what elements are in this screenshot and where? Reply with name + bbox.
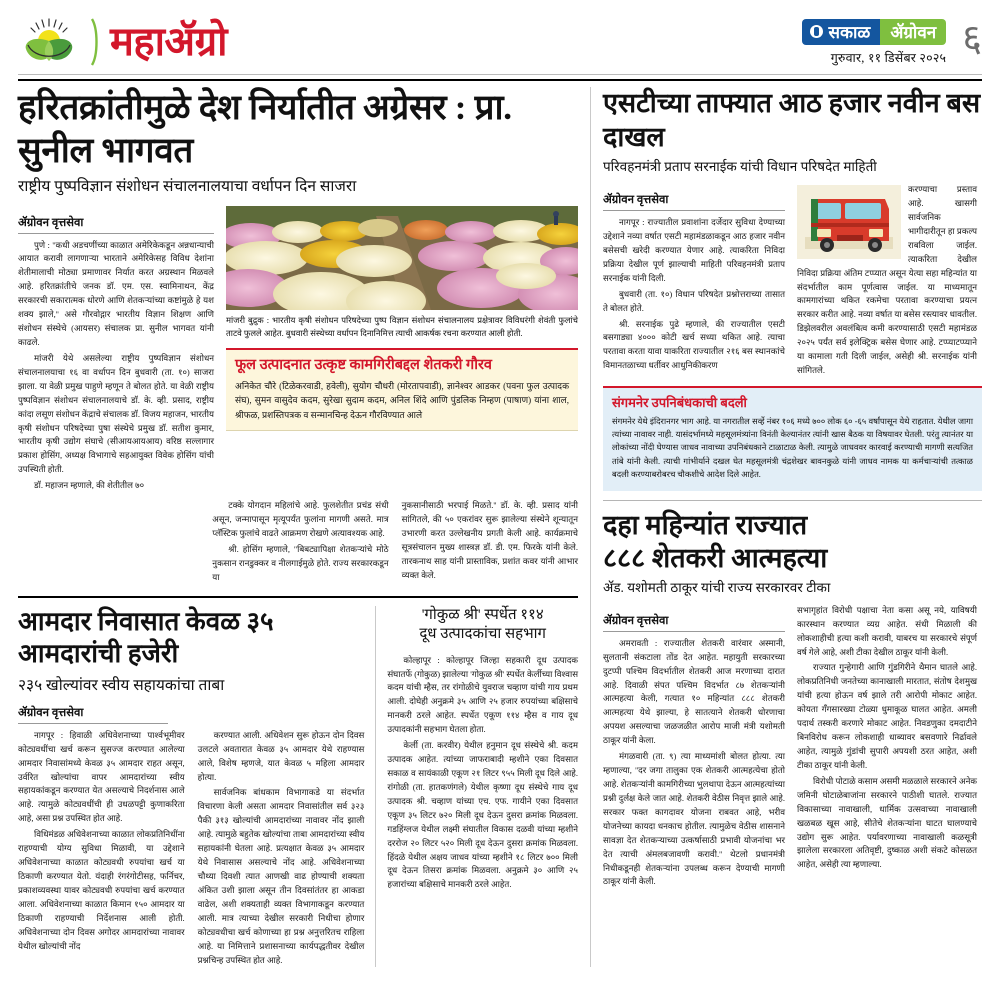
page-content [18,87,982,967]
mla-subhead: २३५ खोल्यांवर स्वीय सहायकांचा ताबा [18,676,225,694]
bus-subhead: परिवहनमंत्री प्रताप सरनाईक यांची विधान परिषदेत माहिती [603,158,877,174]
bottom-left-section [18,606,578,968]
paragraph: नागपूर : हिवाळी अधिवेशनाच्या पार्श्वभूमीवर कोट्यवधींचा खर्च करून सुसज्ज करण्यात आलेल्या आमदार निवासांमध्ये केवळ ३५ आमदार राहत असून, उर्वरित खोल्यांचा वापर आमदारांच्या स्वीय सहायकांकडून करण्यात येत असल्याचे निदर्शनास आले आहे. त्यामुळे कोट्यवधींची ही उधळपट्टी कुणाकरिता आहे, असा प्रश्न उपस्थित होत आहे. [18,729,185,824]
sakal-agrowon-logo [802,19,946,66]
gokul-headline-line2: दूध उत्पादकांचा सहभाग [419,626,547,643]
paragraph: अमरावती : राज्यातील शेतकरी वारंवार अस्मानी, सुलतानी संकटाला तोंड देत आहेत. महायुती सरकारच्या दुटप्पी पश्चिम विदर्भातील शेतकरी आज मरणाच्या दारात आहे. दिवाळी संपत पश्चिम विदर्भात ८७ शेतकऱ्यांनी आत्महत्या केली, गत्यात १० महिन्यांत ८८८ शेतकरी आत्महत्या येथे झाल्या, हे सातत्याने शेतकरी धोरणाचा अपयश असल्याचा जळजळीत आरोप माजी मंत्री यशोमती ठाकूर यांनी केला. [603,637,785,746]
suicide-headline-line1: दहा महिन्यांत राज्यात [603,509,808,540]
red-bus-photo [797,185,901,259]
photo-caption: मांजरी बुद्रुक : भारतीय कृषी संशोधन परिषदेच्या पुष्प विज्ञान संशोधन संचालनालय प्रक्षेत्रावर विविधरंगी शेवंती फुलांचे ताटवे फुलले आहेत. बुधवारी संस्थेच्या वर्धापन दिनानिमित्त त्याची आकर्षक रचना करण्यात आली होती. [226,315,578,338]
lead-byline: ॲग्रोवन वृत्तसेवा [18,216,84,229]
paragraph: सभागृहांत विरोधी पक्षाचा नेता कसा असू नये, याविषयी कारस्थान करण्यात व्यग्र आहेत. संधी मिळाली की लोकशाहीची हत्या कशी करावी, याबरच या सरकारचे संपूर्ण वर्ष गेले आहे, अशी टीका देखील ठाकूर यांनी केली. [797,604,977,657]
mla-article [18,606,375,968]
lead-continuation [18,499,578,587]
gokul-body [387,654,578,893]
section-divider [18,596,578,598]
page-number: ६ [962,18,982,60]
sakal-emblem-icon [810,25,823,38]
highlight-box-text: अनिकेत चौरे (टिळेकरवाडी, हवेली), सुयोग चौधरी (मोरतापवाडी), ज्ञानेश्वर आडकर (पवना फुल उत्पादक संघ), सुमन वासुदेव कदम, सुरेखा सुदाम कदम, अनिल शिंदे आणि पुंडलिक निम्हण (पाषाण) यांना शाल, श्रीफळ, प्रशस्तिपत्रक व सन्मानचिन्ह देऊन गौरविण्यात आले [235,380,569,420]
mla-headline: आमदार निवासात केवळ ३५ आमदारांची हजेरी [18,606,274,669]
flower-field-photo [226,206,578,310]
bus-body-col1 [603,216,785,373]
lead-subhead: राष्ट्रीय पुष्पविज्ञान संशोधन संचालनालयाचा वर्धापन दिन साजरा [18,178,357,196]
suicide-headline-line2: ८८८ शेतकरी आत्महत्या [603,543,828,574]
paragraph: विधिमंडळ अधिवेशनाच्या काळात लोकप्रतिनिधींना राहण्याची योग्य सुविधा मिळावी, या उद्देशाने अधिवेशनाच्या काळात कोट्यवधी रुपयांचा खर्च या ठिकाणी करण्यात येतो. यंदाही रंगरंगोटीसह, फर्निचर, प्रकाशव्यवस्था यावर कोट्यवधी रुपयांचा खर्च करण्यात आला. अधिवेशनाच्या काळात किमान १५० आमदार या ठिकाणी राहण्याची निर्देशनास आली होती. अधिवेशनाच्या दोन दिवस अगोदर आमदारांच्या नावावर येथील खोल्यांची नोंद [18,829,185,951]
paragraph: कोल्हापूर : कोल्हापूर जिल्हा सहकारी दूध उत्पादक संघातर्फे (गोकुळ) झालेल्या 'गोकुळ श्री' स्पर्धेत केर्लीच्या विश्वास कदम यांची म्हैस, तर रांगोळीचे युवराज चव्हाण यांची गाय प्रथम आली. दोघेही अनुक्रमे ३५ आणि २५ हजार रुपयांच्या बक्षिसाचे मानकरी ठरले आहेत. स्पर्धेत एकूण ११४ म्हैस व गाय दूध उत्पादकांनी सहभाग घेतला होता. [387,654,578,735]
suicide-byline: ॲग्रोवन वृत्तसेवा [603,614,669,627]
paragraph: राज्यात गुन्हेगारी आणि गुंडगिरीने थैमान घातले आहे. लोकप्रतिनिधी जनतेच्या कानाखाली मारतात, संतोष देशमुख यांची हत्या होऊन वर्ष झाले तरी आरोपी मोकाट आहेत. कोयता गँगसारख्या टोळ्या धुमाकूळ घालत आहेत. अमली पदार्थ तस्करी करणारे मोकाट आहेत. निवडणुका दमदाटीने बिनविरोध करून लोकशाही धाब्यावर बसवणारे निर्ढावले आहेत, त्यामुळे गुंडांची सुपारी अपयशी ठरत आहेत, अशी टीका ठाकूर यांनी केली. [797,662,977,770]
sangamner-box-text: संगमनेर येथे इंदिरानगर भाग आहे. या नगरातील सर्व्हे नंबर १०६ मध्ये ७०० लोक ६० -६५ वर्षांपासून येथे राहतात. येथील जागा त्यांच्या नावावर नाही. यासंदर्भामध्ये महसूलमंत्र्यांना विनंती केल्यानंतर त्यांनी खास बैठक या विषयावर घेतली. परंतु त्यानंतर या लोकांच्या नोंदी घेण्यास जाधव नावाच्या उपनिबंधकाने टाळाटाळ केली. त्यामुळे जाधववर कारवाई करण्याची मागणी सत्यजित तांबे यांनी केली. त्याची गांभीर्याने दखल घेत महसूलमंत्री चंद्रशेखर बावनकुळे यांनी जाधव नामक या कर्मचाऱ्यांची तत्काळ बदली करण्याबरोबरच चौकशीचे आदेश दिले आहेत. [612,416,973,480]
paragraph: विरोधी पोटाळे कसाम असमी मळळाले सरकारने अनेक जमिनी घोटाळेबाजांना सरकारने पाठीशी घातले. राज्यात विकासाच्या नावाखाली, धार्मिक उत्सवाच्या नावाखाली खळबळ खूस आहे, सीतेचे शेतकऱ्यांना घाटत घालण्याचे उद्योग सुरू आहेत. पर्यावरणाच्या नावाखाली कळसूत्री झालेला सरकारला अतिवृष्टी, दुष्काळ अशी संकटे कोसळत आहेत, असेही त्या म्हणाल्या. [797,775,977,870]
paragraph: करण्यात आली. अधिवेशन सुरू होऊन दोन दिवस उलटले अवतारात केवळ ३५ आमदार येथे राहण्यास आले, विशेष म्हणजे, यात केवळ ५ महिला आमदार होत्या. [197,729,365,782]
suicide-body-col2 [797,604,977,873]
highlight-box-farmers [226,348,578,432]
paragraph: मांजरी येथे असलेल्या राष्ट्रीय पुष्पविज्ञान संशोधन संचालनालयाचा १६ वा वर्धापन दिन बुधवारी (ता. १०) साजरा झाला. या वेळी प्रमुख पाहुणे म्हणून ते बोलत होते. या वेळी राष्ट्रीय पुष्पविज्ञान संशोधन संचालनालयाचे डॉ. के. व्ही. प्रसाद, राष्ट्रीय कांदा लसूण संशोधन केंद्राचे संचालक डॉ. विजय महाजन, भारतीय कृषी संशोधन परिषदेच्या पुषा संस्थेचे प्रमुख डॉ. सतीश कुमार, भारतीय कृषी उद्योग संघाचे (सीआयआयआय) वरिष्ठ सल्लागार प्रकाश होसिंग, अध्यक्ष विभागाचे सहआयुक्त विवेक होसिंग यांची उपस्थिती होती. [18,352,214,475]
publication-date: गुरुवार, ११ डिसेंबर २०२५ [830,50,947,65]
left-column [18,87,590,967]
logo-bracket-icon [90,17,100,67]
brand-title: महाॲग्रो [110,19,227,64]
byline-rule [603,210,785,211]
lead-body-col1 [18,239,214,494]
bus-byline: ॲग्रोवन वृत्तसेवा [603,194,669,207]
byline-rule [18,723,168,724]
mla-byline: ॲग्रोवन वृत्तसेवा [18,706,84,719]
masthead-divider [18,74,982,75]
section-divider [603,500,982,501]
agrowon-label: ॲग्रोवन [880,19,946,45]
paragraph: नुकसानीसाठी भरपाई मिळते.'' डॉ. के. व्ही. प्रसाद यांनी सांगितले, की ५० एकरांवर सुरू झालेल्या संस्थेने शून्यातून उभारणी करत उल्लेखनीय प्रगती केली आहे. कार्यक्रमाचे सूत्रसंचालन मुख्य शास्त्रज्ञ डॉ. डी. एम. फिरके यांनी केले. तारकनाथ साह यांनी प्रास्ताविक, प्रशांत कवर यांनी आभार व्यक्त केले. [401,500,578,580]
paragraph: श्री. होसिंग म्हणाले, ''बिबट्यापिक्षा शेतकऱ्यांचे मोठे नुकसान रानडुक्कर व नीलगाईमुळे होते. राज्य सरकारकडून या [212,543,389,582]
paragraph: बुधवारी (ता. १०) विधान परिषदेत प्रश्नोत्तराच्या तासात ते बोलत होते. [603,288,785,313]
paragraph: टक्के योगदान महिलांचे आहे. फुलशेतीत प्रचंड संधी असून, जन्मापासून मृत्यूपर्यंत फुलांना मागणी असते. मात्र प्लॅस्टिक फुलांचे वाढते आक्रमण रोखणे अत्यावश्यक आहे. [212,500,389,538]
paragraph: सार्वजनिक बांधकाम विभागाकडे या संदर्भात विचारणा केली असता आमदार निवासांतील सर्व ३२३ पैकी ३१३ खोल्यांची आमदारांच्या नावावर नोंद झाली आहे. त्यामुळे बहुतेक खोल्यांचा ताबा आमदारांच्या स्वीय सहायकांनी घेतला आहे. प्रत्यक्षात केवळ ३५ आमदार येथे निवासास असल्याचे नोंद आहे. अधिवेशनाच्या चौथ्या दिवशी त्यात आणखी वाढ होण्याची शक्यता अंकित उशी झाला असून तीन दिवसांतंतर हा आकडा वाढेल, अशी शक्यताही व्यक्त विभागाकडून करण्यात आली. मात्र त्याच्या देखील सरकारी निधीचा होणार कोट्यवधीचा खर्च कोणाच्या हा प्रश्न अनुत्तरितच राहिला आहे. या निमित्ताने प्रशासनाच्या कार्यपद्धतीवर देखील प्रश्नचिन्ह उपस्थित होत आहे. [197,787,365,965]
mla-body [18,729,364,968]
masthead-divider-bold [18,79,982,81]
byline-rule [18,233,214,234]
paragraph: नागपूर : राज्यातील प्रवाशांना दर्जेदार सुविधा देण्याच्या उद्देशाने नव्या वर्षात एसटी महामंडळाकडून आठ हजार नवीन बसेसची खरेदी करण्यात येणार आहे. त्याकरिता निविदा प्रक्रिया देखील पूर्ण झाल्याची माहिती परिवहनमंत्री प्रताप सरनाईक यांनी दिली. [603,217,785,283]
paragraph: डॉ. महाजन म्हणाले, की शेतीतील ७० [34,480,145,491]
masthead [18,0,982,70]
paragraph: केर्ली (ता. करवीर) येथील हनुमान दूध संस्थेचे श्री. कदम उत्पादक आहेत. त्यांच्या जाफराबादी म्हशीने एका दिवसात सकाळ व सायंकाळी एकूण २१ लिटर ९५५ मिली दूध दिले आहे. रांगोळी (ता. हातकणंगले) येथील कृष्णा दूध संस्थेचे गाय दूध उत्पादक श्री. चव्हाण यांच्या एच. एफ. गायीने एका दिवसात एकूण ३५ लिटर ७२० मिली दूध देऊन दुसरा क्रमांक मिळवला. गडहिंग्लज येथील लक्ष्मी संघातील विकास दळवी यांच्या म्हशीने दररोज २० लिटर ५२० मिली दूध देऊन दुसरा क्रमांक मिळवला. हिंदळे येथील अक्षय जाधव यांच्या म्हशीने १८ लिटर ७०० मिली दूध देऊन तिसरा क्रमांक मिळवला. अनुक्रमे ३० आणि २५ हजारांच्या बक्षिसाचे मानकरी ठरले आहेत. [387,740,578,890]
right-column [590,87,982,967]
lead-cont-col1 [212,499,388,587]
sakal-bar [802,19,946,45]
sangamner-box-title: संगमनेर उपनिबंधकाची बदली [612,394,747,410]
bus-headline: एसटीच्या ताफ्यात आठ हजार नवीन बस दाखल [603,88,981,152]
paragraph: पुणे : ''कधी अडचणींच्या काळात अमेरिकेकडून अन्नधान्याची आयात करावी लागणाऱ्या भारताने अमेरिकेसह विविध देशांना शेतीमालाची मोठ्या प्रमाणावर निर्यात करत अग्रस्थान मिळवले आहे. हरितक्रांतीचे जनक डॉ. एम. एस. स्वामिनाथन, केंद्र सरकारची सकारात्मक धोरणे आणि शेतकऱ्यांच्या कष्टांमुळे हे यश शक्य झाले,'' असे गौरवोद्गार भारतीय विज्ञान शिक्षण आणि संशोधन संस्थेचे (आयसर) संचालक प्रा. सुनील भागवत यांनी काढले. [18,239,214,347]
sakal-blue-section [802,19,880,45]
gokul-headline-line1: 'गोकुळ श्री' स्पर्धेत ११४ [421,606,544,623]
suicide-body-col1 [603,637,785,890]
brand-right [802,19,982,66]
sun-over-leaves-logo-icon [18,17,80,67]
highlight-box-title: फूल उत्पादनात उत्कृष्ट कामगिरीबद्दल शेतकरी गौरव [235,356,492,373]
suicide-subhead: ॲड. यशोमती ठाकूर यांची राज्य सरकारवर टीका [603,580,831,596]
paragraph: करण्याचा प्रस्ताव आहे. खासगी सार्वजनिक भागीदारीतून हा प्रकल्प राबविला जाईल. त्याकरिता देखील निविदा प्रक्रिया अंतिम टप्प्यात असून येत्या सहा महिन्यांत या संदर्भातील काम पूर्णत्वास जाईल. या माध्यमातून कामगारांच्या थकित रकमेचा परतावा करण्याचा प्रयत्न सरकार करीत आहे. नव्या वर्षात या बसेस रस्त्यावर धावतील. डिझेलवरील अवलंबित्व कमी करण्यासाठी एसटी महामंडळ २०२५ पर्यंत सर्व इलेक्ट्रिक बसेस घेणार आहे. टप्प्याटप्प्याने या कामाला गती दिली जाईल, असेही श्री. सरनाईक यांनी सांगितले. [797,184,977,376]
sangamner-box [603,386,982,491]
lead-cont-col2 [402,499,578,587]
lead-headline: हरितक्रांतीमुळे देश निर्यातीत अग्रेसर : प्रा. सुनील भागवत [18,88,512,170]
byline-rule [603,631,785,632]
gokul-article [375,606,578,968]
paragraph: श्री. सरनाईक पुढे म्हणाले, की राज्यातील एसटी बसगाड्या ४००० कोटी खर्च सध्या थकित आहे. त्याचा परतावा करता यावा याकरिता राज्यातील २१६ बस स्थानकांचे विमानतळाच्या धर्तीवर आधुनिकीकरण [603,318,785,371]
brand-left [18,17,227,67]
sakal-label: सकाळ [828,23,871,42]
paragraph: मंगळवारी (ता. ९) त्या माध्यमांशी बोलत होत्या. त्या म्हणाल्या, ''दर जगा तालुका एक शेतकरी आत्महत्येचा होतो आहे. शेतकऱ्यांनी कामगिरीच्या भुलथापा देऊन आत्महत्यांच्या प्रश्नी दुर्लक्ष केले जात आहे. शेतकरी वेठीस निवृत्त झाले आहे. सरकार फक्त कागदावर योजना राबवत आहे, भरीव योजनेच्या कायदा धनकाच होतील. त्यामुळेच वेठीस शासनाने सावज्ञा देत शेतकऱ्याच्या उत्कर्षासाठी प्रभावी योजनांचा भर देत त्याची अंमलबजावणी करावी.'' थेटलो प्रधानमंत्री निधीकडूनही शेतकऱ्यांना उपलब्ध करून देण्याची मागणी ठाकूर यांनी केली. [603,751,785,887]
